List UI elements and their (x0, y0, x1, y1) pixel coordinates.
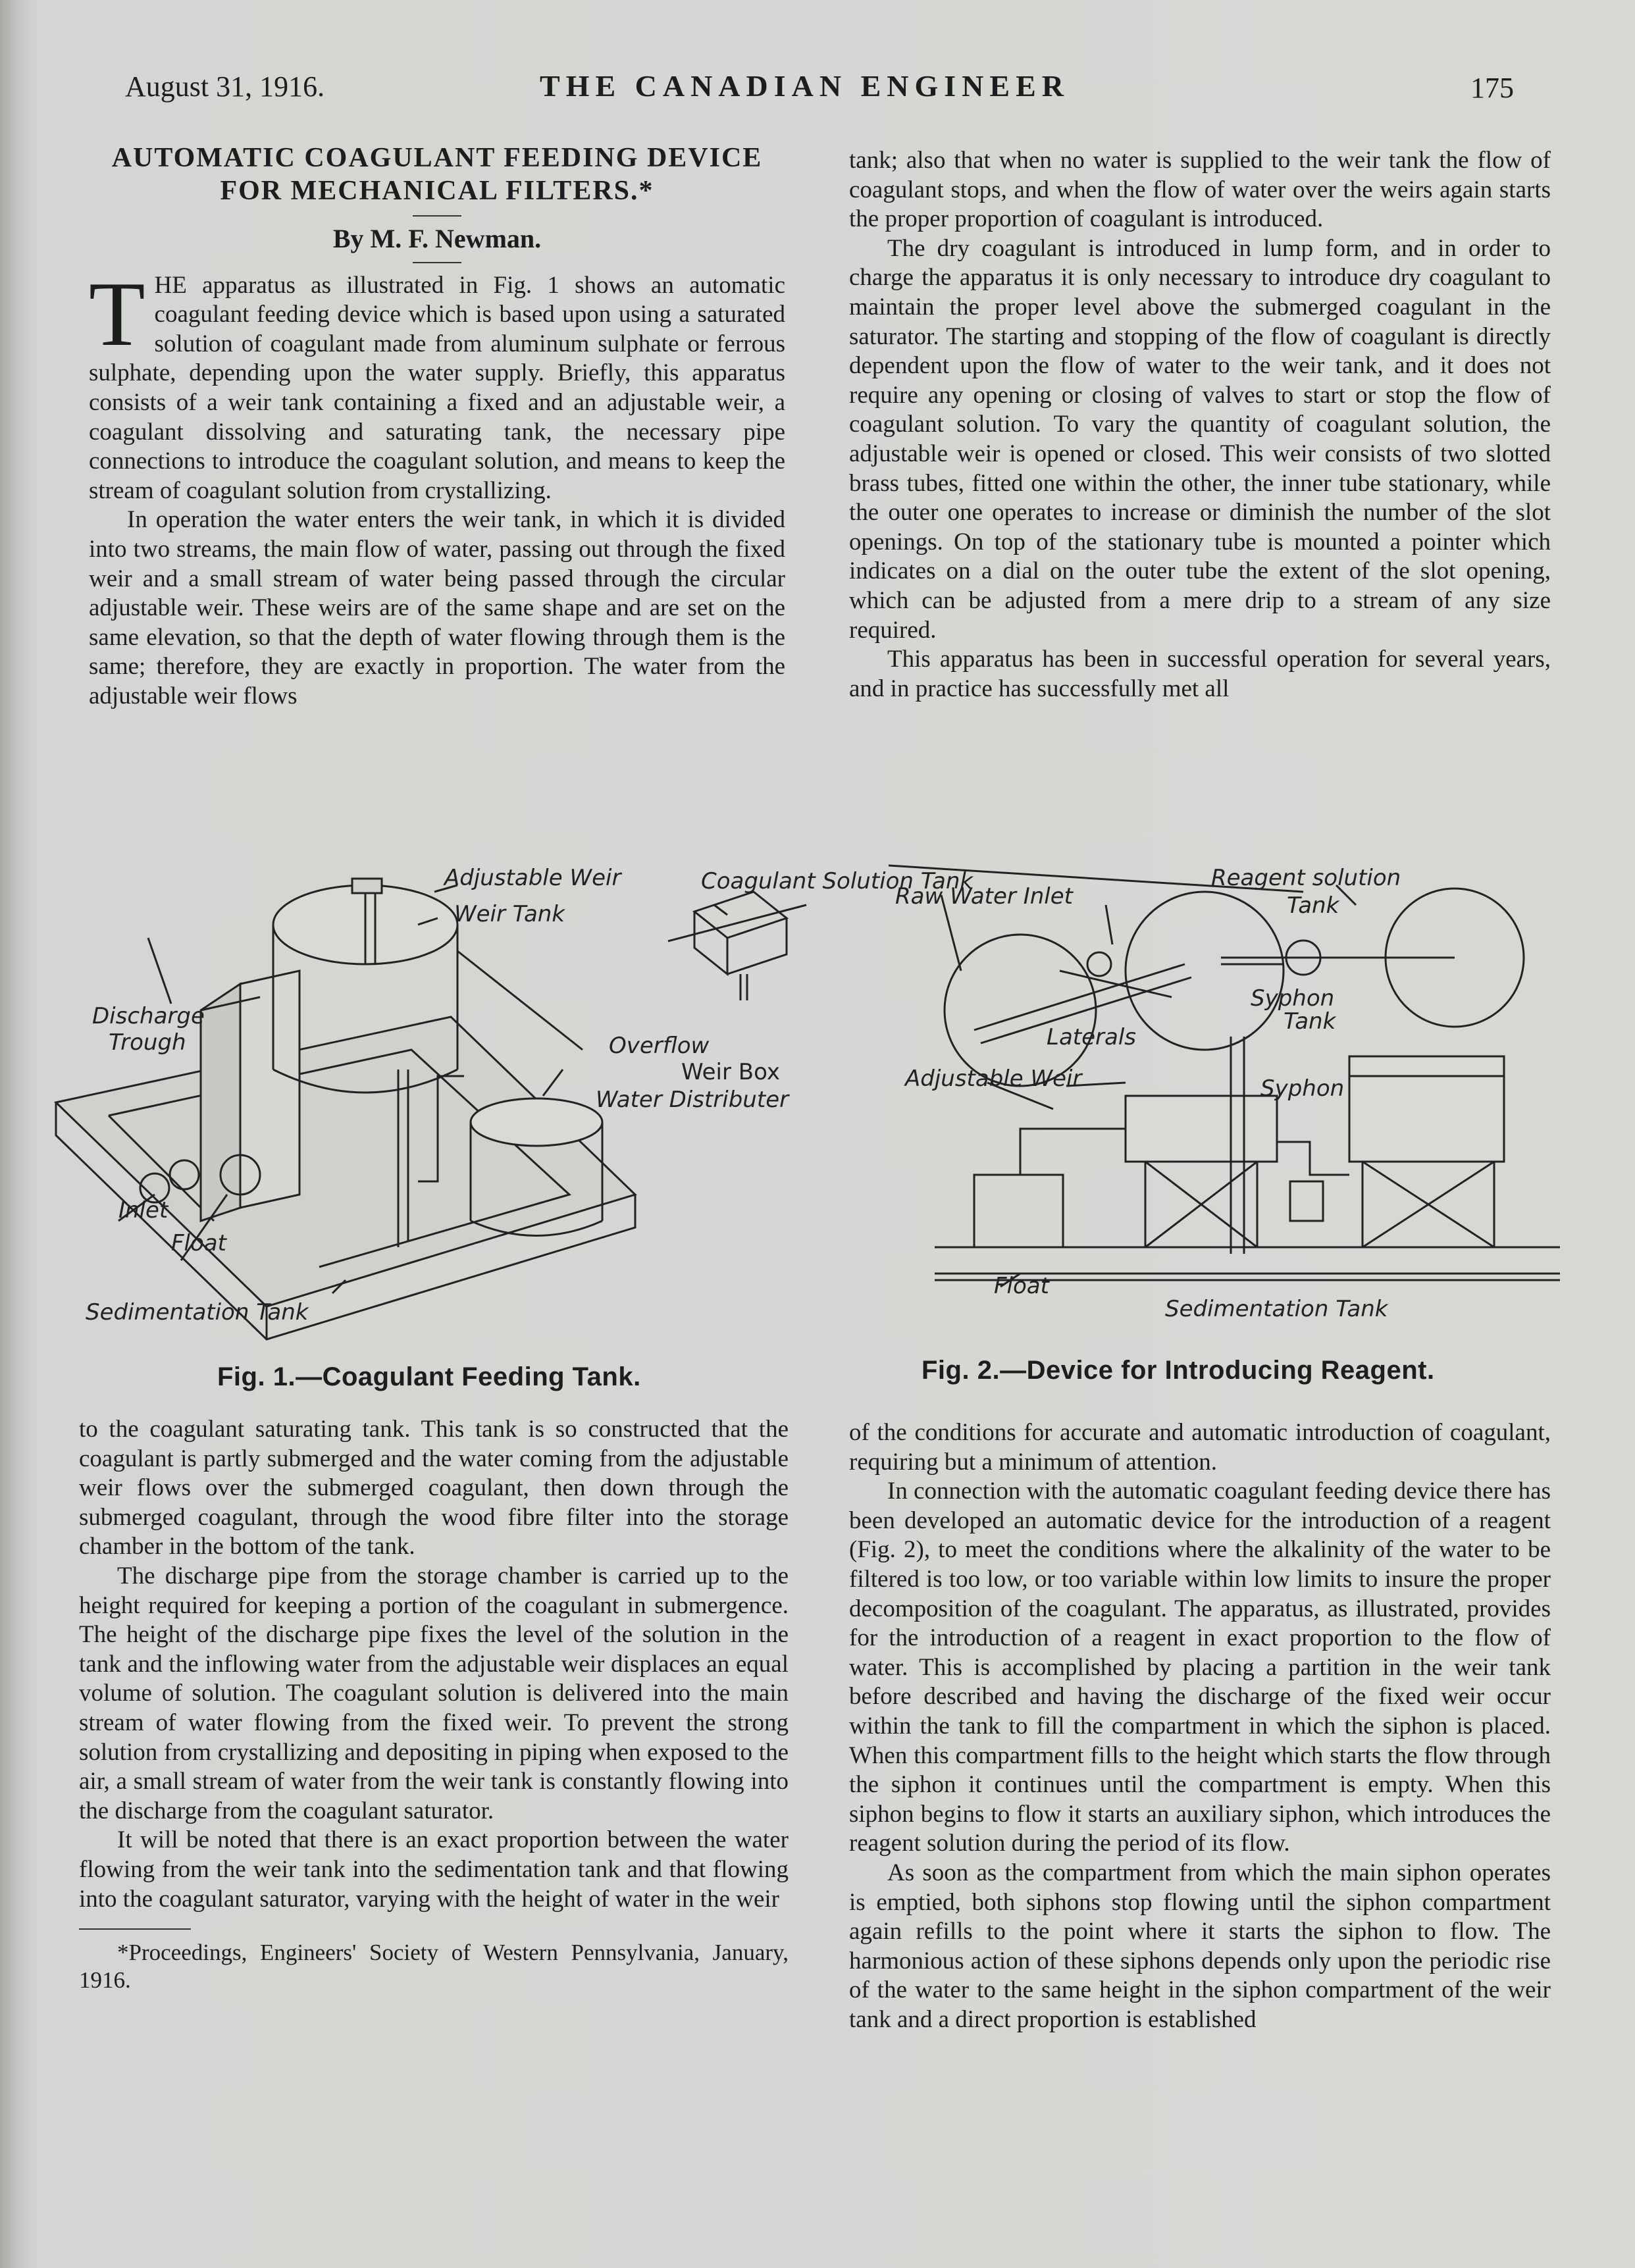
label-inlet: Inlet (118, 1197, 169, 1224)
label-adjustable-weir: Adjustable Weir (444, 865, 621, 891)
label-float: Float (994, 1273, 1049, 1299)
left-column-top (89, 142, 785, 711)
label-syphon-tank-1: Syphon (1251, 985, 1335, 1012)
right-column-bottom (849, 1418, 1551, 2034)
label-syphon-tank-2: Tank (1284, 1008, 1336, 1035)
label-sedimentation-tank: Sedimentation Tank (1165, 1296, 1388, 1322)
page-header (125, 64, 1514, 111)
label-adjustable-weir: Adjustable Weir (905, 1066, 1082, 1092)
paragraph: In operation the water enters the weir tank, in which it is divided into two streams, the main flow of water, passing out through the fixed weir and a small stream of water being passed through the circular adjustable weir. These weirs are of the same shape and are set on the same elevation, so that the depth of water flowing through them is the same; therefore, they are exactly in proportion. The water from the adjustable weir flows (89, 506, 785, 709)
label-discharge-trough-2: Trough (109, 1029, 186, 1056)
label-discharge-trough-1: Discharge (92, 1003, 205, 1029)
page-number: 175 (1470, 72, 1514, 104)
journal-title: THE CANADIAN ENGINEER (540, 69, 1070, 103)
label-syphon: Syphon (1260, 1075, 1345, 1102)
issue-date: August 31, 1916. (125, 70, 325, 103)
paragraph: of the conditions for accurate and automatic introduction of coagulant, requiring but a minimum of attention. (849, 1419, 1551, 1476)
paragraph: The discharge pipe from the storage chamber is carried up to the height required for keeping a portion of the coagulant in submergence. The height of the discharge pipe fixes the level of the solution in the tank and the inflowing water from the adjustable weir displaces an equal volume of solution. The coagulant solution is delivered into the main stream of water flowing from the fixed weir. To prevent the strong solution from crystallizing and depositing in piping when exposed to the air, a small stream of water from the weir tank is constantly flowing into the discharge from the coagulant saturator. (79, 1562, 789, 1824)
label-raw-water-inlet: Raw Water Inlet (895, 883, 1073, 910)
paragraph: THE apparatus as illustrated in Fig. 1 shows an automatic coagulant feeding device which is based upon using a saturated solution of coagulant made from aluminum sulphate or ferrous sulphate, depending upon the water supply. Briefly, this apparatus consists of a weir tank containing a fixed and an adjustable weir, a coagulant dissolving and saturating tank, the necessary pipe connections to introduce the coagulant solution, and means to keep the stream of coagulant solution from crystallizing. (89, 263, 785, 504)
left-column-bottom (79, 1415, 789, 1994)
footnote: *Proceedings, Engineers' Society of Western Pennsylvania, January, 1916. (79, 1940, 789, 1994)
label-reagent-solution-2: Tank (1287, 892, 1339, 919)
label-float: Float (171, 1230, 226, 1256)
paragraph: This apparatus has been in successful operation for several years, and in practice has successfully met all (849, 646, 1551, 702)
paragraph: As soon as the compartment from which the main siphon operates is emptied, both siphons stop flowing until the siphon compartment again refills to the point where it starts the siphon to flow. The harmonious action of these siphons depends only upon the periodic rise of the water to the same height in the siphon compartment of the weir tank and a direct proportion is established (849, 1859, 1551, 2033)
label-overflow: Overflow (609, 1033, 710, 1059)
label-laterals: Laterals (1047, 1024, 1136, 1050)
footnote-rule (79, 1928, 191, 1930)
byline-rule (413, 262, 461, 263)
label-water-distributer: Water Distributer (596, 1087, 789, 1113)
label-reagent-solution-1: Reagent solution (1211, 865, 1401, 891)
label-weir-tank: Weir Tank (454, 901, 565, 927)
sedimentation-base (56, 1017, 635, 1306)
figure-2-illustration (889, 865, 1567, 1346)
paragraph: tank; also that when no water is supplied to the weir tank the flow of coagulant stops, and when the flow of water over the weirs again starts the proper proportion of coagulant is introduced. (849, 147, 1551, 233)
figure-2-caption: Fig. 2.—Device for Introducing Reagent. (921, 1356, 1435, 1385)
right-column-top (849, 146, 1551, 704)
title-rule (413, 215, 461, 217)
byline: By M. F. Newman. (332, 224, 542, 253)
figure-1-caption: Fig. 1.—Coagulant Feeding Tank. (217, 1362, 641, 1391)
paragraph: In connection with the automatic coagulant feeding device there has been developed an automatic device for the introduction of a reagent (Fig. 2), to meet the conditions where the alkalinity of the water to be filtered is too low, or too variable within low limits to insure the proper decomposition of the coagulant. The apparatus, as illustrated, provides for the introduction of a reagent in exact proportion to the flow of water. This is accomplished by placing a partition in the weir tank before described and having the discharge of the fixed weir occur within the tank to fill the compartment in which the siphon is placed. When this compartment fills to the height which starts the flow through the siphon it continues until the compartment is empty. When this siphon begins to flow it starts an auxiliary siphon, which introduces the reagent solution during the period of its flow. (849, 1478, 1551, 1857)
label-weir-box: Weir Box (681, 1059, 780, 1085)
paragraph: to the coagulant saturating tank. This tank is so constructed that the coagulant is partly submerged and the water coming from the adjustable weir flows over the submerged coagulant, then down through the submerged coagulant, through the wood fibre filter into the storage chamber in the bottom of the tank. (79, 1416, 789, 1560)
paragraph: The dry coagulant is introduced in lump form, and in order to charge the apparatus it is only necessary to introduce dry coagulant to maintain the proper level above the submerged coagulant in the saturator. The starting and stopping of the flow of coagulant is directly dependent upon the flow of water to the weir tank, and it does not require any opening or closing of valves to start or stop the flow of coagulant solution. To vary the quantity of coagulant solution, the adjustable weir is opened or closed. This weir consists of two slotted brass tubes, fitted one within the other, the inner tube stationary, while the outer one operates to increase or diminish the number of the slot openings. On top of the stationary tube is mounted a pointer which indicates on a dial on the outer tube the extent of the slot opening, which can be adjusted from a mere drip to a stream of any size required. (849, 234, 1551, 644)
article-title-line2: FOR MECHANICAL FILTERS.* (220, 176, 654, 206)
paragraph: It will be noted that there is an exact proportion between the water flowing from the weir tank into the sedimentation tank and that flowing into the coagulant saturator, varying with the height of water in the weir (79, 1826, 789, 1913)
drop-cap: T (89, 263, 145, 365)
label-coagulant-solution-tank: Coagulant Solution Tank (701, 868, 973, 894)
label-sedimentation-tank: Sedimentation Tank (86, 1299, 309, 1326)
figure-1-illustration (43, 852, 973, 1353)
article-title-line1: AUTOMATIC COAGULANT FEEDING DEVICE (111, 143, 763, 173)
